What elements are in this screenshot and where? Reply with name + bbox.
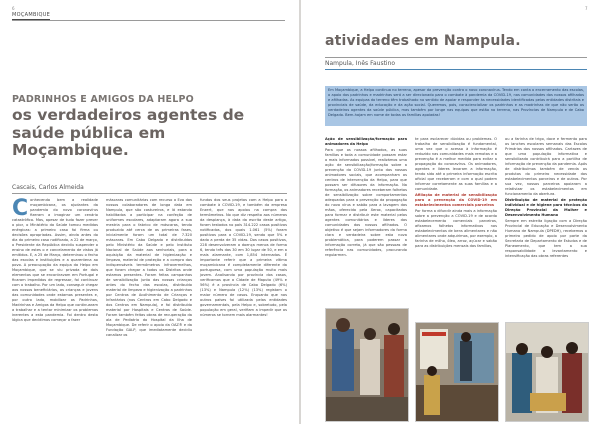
photo-material-handover xyxy=(505,322,589,422)
body-column-2 xyxy=(106,198,192,338)
body-text: fundos dos seus projetos com a Helpo para o combate à COVID-19, e também da empresa Enzert, que nos apoiou na compra dos termómetros. No que diz respeito aos números da despiança, à data da escrita deste artigo, foram testados no país 314.222 casos positivos notificados, dos quais 1.061 (5%) foram positivos para a COVID-19, sendo que 5% e dado a perda de 35 vidas. Dos casos positivos, 228 desenvolveram a doença menos de forma 6, tendo três das 30 em 30 lugar de 50, e em a mais alarmante, com 1,854 internados. É importante referir que a primeira vítima moçambicana é completamente diferente da portuguesa, com uma população muito mais jovem. Analisando por província dos casos, verificamos que a Cidade de Maputo (49% e 56%) é a província de Cabo Delgado (6%) (13%) e Nampula (12%) (13%) registam o maior número de casos. Enquanto que nos outros países foi utilizada pelas entidades governamentais, pela Helpo e, sobretudo, pela população em geral, verifiam a impedir que os números se tornem mais alarmantes! xyxy=(200,198,287,317)
body-column-1 xyxy=(325,137,407,258)
photo-animators-training xyxy=(325,308,409,422)
body-text: te para esclarecer dúvidas ou problemas. O trabalho de sensibilização é fundamental, uma vez que o acesso à informação é reduzido nas comunidades mais remotas e a prevenção é a melhor medida para evitar a propagação do coronavírus. Os animadores, agentes e líderes levaram a informação, tendo sido até a primeira informação escrita oficial que receberam e com a qual podem informar corretamente as suas famílias e a comunidade. xyxy=(415,137,497,191)
article-title: atividades em Nampula. xyxy=(325,33,521,49)
intro-text: Em Moçambique, a Helpo continua no terreno, apesar da prevenção contra o novo coronavírus. Tendo em conta o encerramento das escolas, o apoio dos padrinhos e madrinhas será a ser direcionado para o combate à pandemia da COVID-19, nas comunidades dos nossos afilhados e afilhadas. As equipas do terreno têm trabalhado no sentido de apoiar e responder às necessidades identificadas pelas entidades distritais e provinciais de saúde, da educação e da ação social. Queremos, pois, consciencializar os padrinhos e as madrinhas de que não serão os verdadeiros agentes da saúde pública, mas também por longe nas equipas que estão no terreno, nas Províncias de Nampula e de Cabo Delgado. Bem-hajam em nome de todas as famílias apoiadas! xyxy=(328,88,584,117)
left-page xyxy=(0,0,299,424)
body-text: Por forma a difundir ainda mais a informação sobre a prevenção a COVID-19 e de acordo estabelecemento comerciais parceiros, afixamos folhetos informativos nos estabelecimentos de bens alimentares e não alimentares onde adquirimos, por exemplo, a farinha de milho, óleo, arroz, açúcar e sabão para as distribuições mensais das famílias, xyxy=(415,209,497,248)
body-text: ou a farinha de trigo, doce e fermento para os lanches escolares semanais das Escolas Primárias dos nossos afilhados. Cartazes de que uma população informativa e sensibilizada contribuirá para a partilha de informação de prevenção da pandemia. Após de distribuímos também de venda os produtos do primeiro necessidade dos estabelecimentos parceiros e de outros. Por sua vez, nossos parceiros apoiaram a relativizar os estabelecimentos em funcionamento da abertura. xyxy=(505,137,587,196)
subheading: Distribuição de material de proteção individual e de higiene para técnicos da Direção Provincial da Mulher e Desenvolvimento Humano xyxy=(505,198,587,217)
article-kicker: PADRINHOS E AMIGOS DA HELPO xyxy=(12,94,194,105)
body-text: Para que os nossos afilhados, as suas famílias e toda a comunidade possam estar o mais informados possível, realizámos uma ação de sensibilização/formação sobre a prevenção da COVID-19 junto dos nossos animadores sociais, que acompanham os centros de intervenção da Helpo, para que possam ser difusores da informação. Na formação, os animadores receberam folhetos de sensibilização sobre comportamentos adequados para a prevenção da propagação do novo vírus e sabão para a lavagem das mãos, oferecido pela Xerox, capacitados para formar e distribuir este material pelos agentes comunitários e líderes das comunidades dos nossos afilhados. O objetivo é que sejam informadores da forma clara e verdadeira sobre esta nova problemática, para poderem passar a informação correta, já que são pessoas de referência nas comunidades, procurando regularmen- xyxy=(325,148,407,257)
intro-highlight-box xyxy=(325,86,587,126)
subheading: Ação de sensibilização/formação para animadores da Helpo xyxy=(325,137,407,146)
body-text: máscaras comunitárias com recurso a Eva dos nossos colaboradores de longa data em Nampula, que são costureiros, e lá estando habilitados a participar na confeção de uniformes escolares, adaptaram agora a sua mestria para o fabrico de máscaras, tendo produzido até cerca de as primeiras fases, inicialmente foram um total de 7.320 máscaras. Em Cabo Delgado e distribuídas pelo Ministério da Saúde e pelo Instituto Nacional de Saúde aos senhoriais, para a aquisição da material de higienização e limpeza, material de proteção e a compra dos indispensáveis termómetros infravermelhos, que foram chegar a todos os Distritos onde estamos presentes. Foram feitas campanhas de sensibilização junto das nossas crianças antes do fecho das escolas, distribuído material de limpeza e higienização a padrinhos por Centros de Acolhimento de Crianças e Infantários (nos Centros em Cabo Delgado e dos Centros em Nampula), e foi distribuído material por Hospitais e Centros de Saúde. Foram também feitas obras de recuperação da ala de Pediatria do Hospital da Ilha de Moçambique. De referir o apoio da OAZ® e da Fundação GALP, que imediatamente decidiu canalizar os xyxy=(106,198,192,337)
page-number: 6 xyxy=(12,6,15,11)
title-rule xyxy=(325,57,587,58)
body-column-2 xyxy=(415,137,497,249)
section-rule xyxy=(12,20,285,21)
right-page xyxy=(301,0,600,424)
drop-cap: C xyxy=(12,196,29,221)
article-byline: Nampula, Inês Faustino xyxy=(325,60,396,67)
body-text: Sempre em estreita ligação com a Direção Provincial de Educação e Desenvolvimento Humano de Nampula (DPEDH), recebemos o primeiro pedido de apoio por parte da Secretaria de Departamento de Estudos e de Planeamento, que tem a sua responsabilidade o levantamento e intensificação das obras referentes xyxy=(505,219,587,258)
body-column-1 xyxy=(12,198,98,323)
article-byline: Cascais, Carlos Almeida xyxy=(12,184,84,191)
page-number: 7 xyxy=(585,6,588,11)
body-column-3 xyxy=(505,137,587,259)
body-text: onhecendo bem a realidade moçambicana, os ajudantes da pandemia do novo coronavírus fizeram a imaginar um cenário catastrófico. Mas, apesar de tudo fazer prever o pior, o Ministério da Saúde tomou medidas enérgicas: a primeiro caso foi firma ou decisões apropriadas. Assim, ainda antes do dia do primeiro caso notificado, a 22 de março, o Presidente da República decidiu suspender o ensino de estes o e cancelamento de vistos já emitidos. E, a 25 de Março, determinou o fecho das escolas e instituições e a quarentena ao povo. A preocupação da equipa da Helpo em Moçambique, que se viu privada de dois elementos que se encontravam em Portugal e ficaram impedidos de regressar, foi continuar com o trabalho. Por um lado, conseguir chegar aos nossos beneficiários, as crianças e jovens das comunidades onde estamos presentes e, por outro lado, mobilizar os Padrinhos, Madrinhas e Amigos da Helpo que continuaram a trabalhar e a tentar minimizar os problemas inerentes a esta pandemia. Foi dentro desta lógica que decidimos começar a fazer xyxy=(12,198,98,322)
subheading: Afiliação de material de sensibilização para a prevenção da COVID-19 em estabelecimentos comerciais parceiros xyxy=(415,193,497,207)
byline-rule xyxy=(325,69,587,70)
article-title: os verdadeiros agentes de saúde pública em Moçambique. xyxy=(12,106,245,159)
photo-shop-poster xyxy=(415,322,499,422)
body-column-3 xyxy=(200,198,287,318)
byline-rule xyxy=(12,193,287,194)
section-label: MOÇAMBIQUE xyxy=(12,12,51,18)
